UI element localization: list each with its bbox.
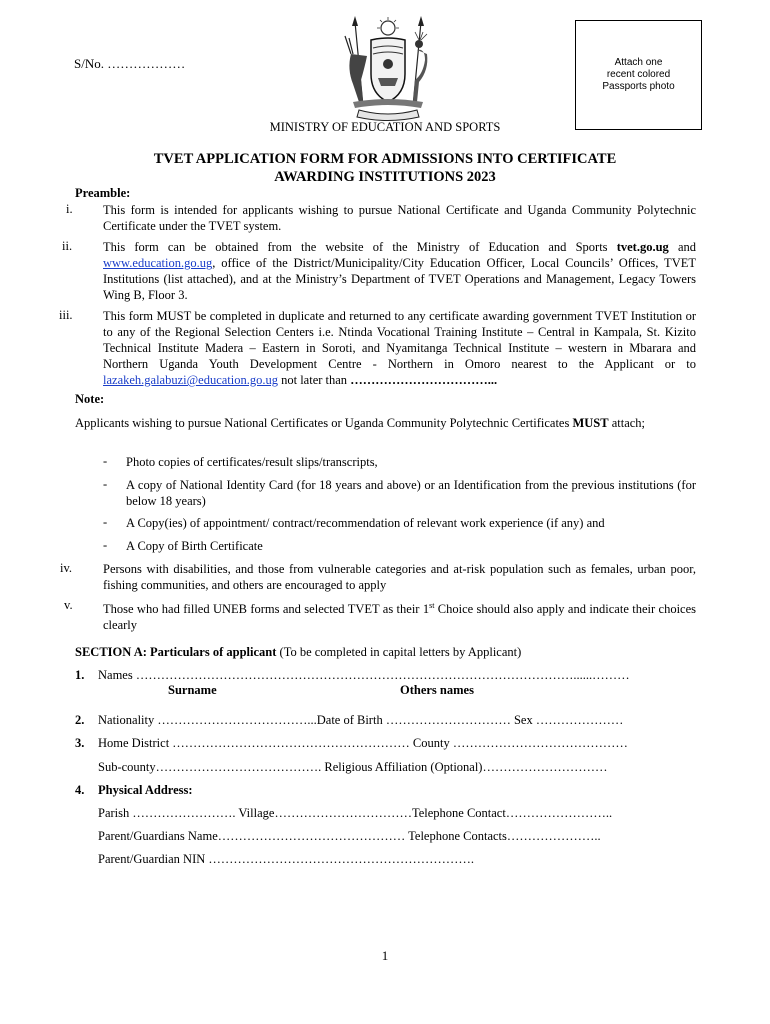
ministry-name: MINISTRY OF EDUCATION AND SPORTS xyxy=(269,120,501,134)
surname-label: Surname xyxy=(168,683,217,697)
parish-village-phone-field[interactable]: Parish ……………………. Village……………………………Telephone Contact…………………….. xyxy=(98,806,613,820)
note-dash-3: - xyxy=(103,515,108,529)
education-website-link[interactable]: www.education.go.ug xyxy=(103,256,213,270)
field-1-number: 1. xyxy=(75,668,85,682)
parent-name-phone-field[interactable]: Parent/Guardians Name……………………………………… Telephone Contacts………………….. xyxy=(98,829,601,843)
preamble-ii-text xyxy=(103,239,696,303)
note-dash-2: - xyxy=(103,477,108,491)
note-item-2: A copy of National Identity Card (for 18 years and above) or an Identification from the previous institutions (for below 18 years) xyxy=(126,478,696,508)
preamble-iii-mid: not later than xyxy=(277,373,351,387)
preamble-ii-post: , office of the District/Municipality/City Education Officer, Local Councils’ Offices, TVET Institutions (list attached), and at the Ministry’s Department of TVET Operations and Management, Legacy Towers Wing B, Floor 3. xyxy=(103,256,696,302)
item-v-text xyxy=(103,598,696,633)
photo-box-line-3: Passports photo xyxy=(602,81,675,92)
note-intro-pre: Applicants wishing to pursue National Certificates or Uganda Community Polytechnic Certificates xyxy=(75,416,573,430)
serial-number: S/No. ……………… xyxy=(74,56,186,71)
item-iv-number: iv. xyxy=(60,561,73,575)
page-number: 1 xyxy=(381,948,389,963)
note-intro xyxy=(75,415,696,431)
physical-address-heading: Physical Address: xyxy=(98,783,193,797)
preamble-iii-number: iii. xyxy=(59,308,73,322)
note-item-1: Photo copies of certificates/result slips/transcripts, xyxy=(126,455,378,469)
preamble-ii-and: and xyxy=(668,240,696,254)
field-3-number: 3. xyxy=(75,736,85,750)
form-title-line-1: TVET APPLICATION FORM FOR ADMISSIONS INTO CERTIFICATE xyxy=(153,151,617,167)
note-intro-post: attach; xyxy=(608,416,646,430)
form-title-line-2: AWARDING INSTITUTIONS 2023 xyxy=(274,169,496,185)
preamble-i-text: This form is intended for applicants wishing to pursue National Certificate and Uganda Community Polytechnic Certificate under the TVET system. xyxy=(103,203,696,233)
section-a-title: SECTION A: Particulars of applicant xyxy=(75,645,277,659)
section-a-heading xyxy=(75,645,521,660)
item-v-post: Choice should also apply and indicate their choices clearly xyxy=(103,602,696,633)
names-field[interactable]: Names ……………………………………………………………………………………………......……… xyxy=(98,668,630,682)
home-district-county-field[interactable]: Home District ………………………………………………… County …………………………………… xyxy=(98,736,628,750)
note-item-4: A Copy of Birth Certificate xyxy=(126,539,263,553)
preamble-iii-text xyxy=(103,308,696,388)
coat-of-arms-emblem xyxy=(333,14,443,124)
preamble-heading: Preamble: xyxy=(75,186,131,200)
preamble-iii-pre: This form MUST be completed in duplicate and returned to any certificate awarding government TVET Institution or to any of the Regional Selection Centers i.e. Ntinda Vocational Training Institute – Central in Kampala, St. Kizito Technical Institute Madera – Eastern in Soroti, and Nyamitanga Technical Institute – western in Mbarara and Northern Uganda Youth Development Centre - Northern in Omoro nearest to the Applicant or to xyxy=(103,309,696,371)
note-dash-1: - xyxy=(103,454,108,468)
subcounty-religion-field[interactable]: Sub-county…………………………………. Religious Affiliation (Optional)………………………… xyxy=(98,760,608,774)
preamble-i-number: i. xyxy=(66,202,73,216)
nationality-dob-sex-field[interactable]: Nationality ………………………………...Date of Birth ………………………… Sex ………………… xyxy=(98,713,624,727)
preamble-ii-number: ii. xyxy=(62,239,73,253)
email-link[interactable]: lazakeh.galabuzi@education.go.ug xyxy=(103,373,278,387)
passport-photo-box[interactable] xyxy=(575,20,702,130)
deadline-blank: ……………………………... xyxy=(350,373,498,387)
note-item-3: A Copy(ies) of appointment/ contract/recommendation of relevant work experience (if any) and xyxy=(126,516,605,530)
tvet-website[interactable]: tvet.go.ug xyxy=(616,240,669,254)
other-names-label: Others names xyxy=(400,683,474,697)
field-4-number: 4. xyxy=(75,783,85,797)
note-intro-must: MUST xyxy=(572,416,609,430)
note-heading: Note: xyxy=(75,392,105,406)
item-v-sup: st xyxy=(429,601,435,610)
preamble-ii-pre: This form can be obtained from the website of the Ministry of Education and Sports xyxy=(103,240,617,254)
item-v-number: v. xyxy=(64,598,73,612)
note-dash-4: - xyxy=(103,538,108,552)
form-title xyxy=(60,150,710,186)
item-iv-text: Persons with disabilities, and those from vulnerable categories and at-risk population such as females, urban poor, fishing communities, and others are encouraged to apply xyxy=(103,562,696,592)
photo-box-line-2: recent colored xyxy=(606,69,671,80)
field-2-number: 2. xyxy=(75,713,85,727)
parent-nin-field[interactable]: Parent/Guardian NIN ………………………………………………………. xyxy=(98,852,475,866)
section-a-instruction: (To be completed in capital letters by Applicant) xyxy=(276,645,522,659)
photo-box-line-1: Attach one xyxy=(614,57,663,68)
item-v-pre: Those who had filled UNEB forms and selected TVET as their 1 xyxy=(103,602,430,617)
